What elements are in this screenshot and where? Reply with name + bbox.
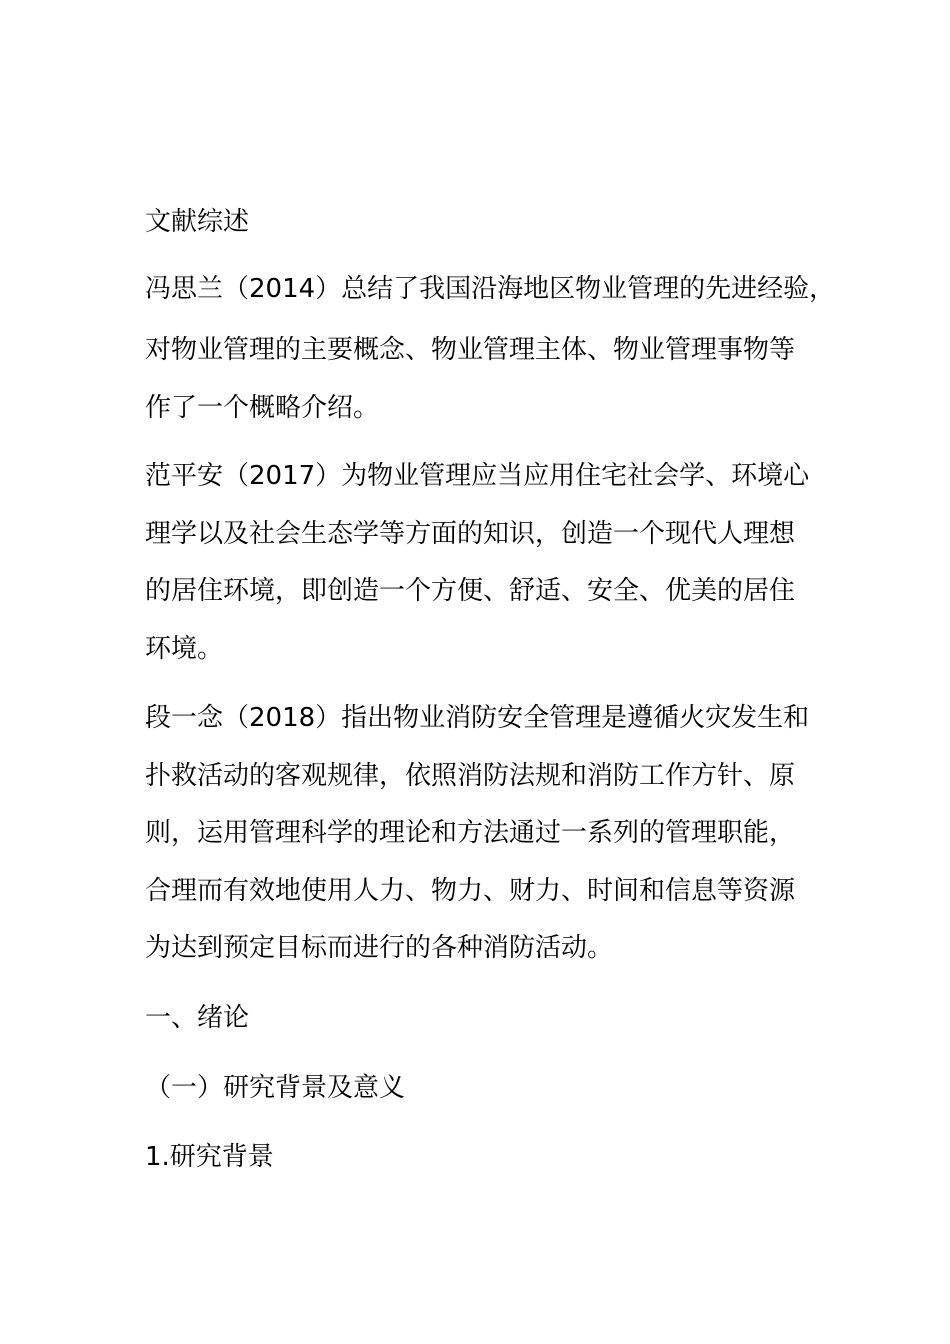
review-heading: 文献综述 [145,207,250,237]
paragraph-line: 则，运用管理科学的理论和方法通过一系列的管理职能， [145,818,796,848]
paragraph-line: 段一念（2018）指出物业消防安全管理是遵循火灾发生和 [145,703,810,733]
section-heading: （一）研究背景及意义 [145,1073,406,1103]
paragraph-line: 范平安（2017）为物业管理应当应用住宅社会学、环境心 [145,461,810,491]
subsection-heading: 1.研究背景 [145,1142,274,1172]
paragraph-line: 冯思兰（2014）总结了我国沿海地区物业管理的先进经验， [145,274,836,304]
paragraph-line: 合理而有效地使用人力、物力、财力、时间和信息等资源 [145,876,796,906]
paragraph-line: 为达到预定目标而进行的各种消防活动。 [145,933,614,963]
paragraph-line: 的居住环境，即创造一个方便、舒适、安全、优美的居住 [145,576,796,606]
paragraph-line: 作了一个概略介绍。 [145,393,380,423]
paragraph-line: 扑救活动的客观规律，依照消防法规和消防工作方针、原 [145,761,796,791]
chapter-heading: 一、绪论 [145,1003,250,1033]
paragraph-line: 对物业管理的主要概念、物业管理主体、物业管理事物等 [145,335,796,365]
paragraph-line: 环境。 [145,634,224,664]
paragraph-line: 理学以及社会生态学等方面的知识，创造一个现代人理想 [145,519,796,549]
